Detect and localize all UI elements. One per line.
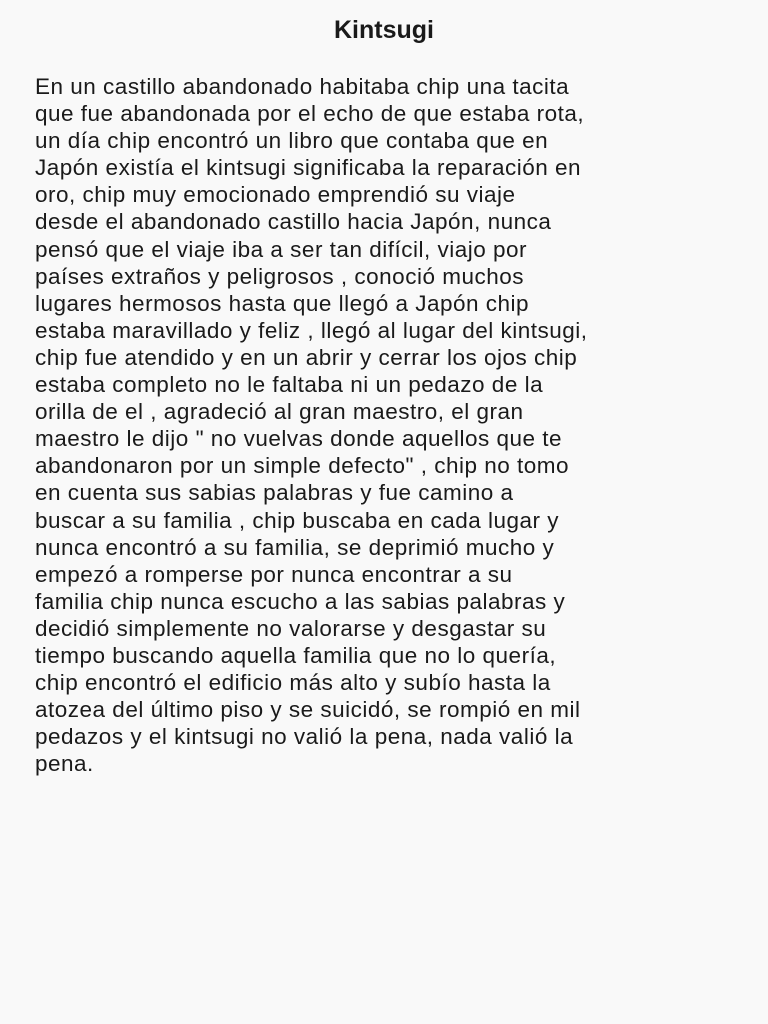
story-line: pena. [35,751,94,777]
story-line: países extraños y peligrosos , conoció muchos [35,263,524,289]
document-title: Kintsugi [334,16,434,44]
story-line: En un castillo abandonado habitaba chip una tacita [35,74,570,99]
story-line: pedazos y el kintsugi no valió la pena, nada valió la [35,724,574,750]
story-line: orilla de el , agradeció al gran maestro, el gran [35,399,524,425]
story-line: Japón existía el kintsugi significaba la reparación en [35,155,582,181]
story-line: pensó que el viaje iba a ser tan difícil, viajo por [35,236,528,262]
story-line: buscar a su familia , chip buscaba en cada lugar y [35,507,560,533]
story-line: abandonaron por un simple defecto" , chip no tomo [35,453,570,479]
story-line: lugares hermosos hasta que llegó a Japón chip [35,290,530,316]
story-line: chip fue atendido y en un abrir y cerrar los ojos chip [35,344,578,370]
story-line: estaba maravillado y feliz , llegó al lugar del kintsugi, [35,317,588,343]
story-line: desde el abandonado castillo hacia Japón, nunca [35,209,552,235]
story-paragraph [35,73,735,777]
story-line: un día chip encontró un libro que contaba que en [35,128,549,154]
story-line: decidió simplemente no valorarse y desgastar su [35,615,547,641]
story-line: empezó a romperse por nunca encontrar a su [35,561,513,587]
story-line: estaba completo no le faltaba ni un pedazo de la [35,372,544,398]
story-line: atozea del último piso y se suicidó, se rompió en mil [35,697,581,723]
story-line: en cuenta sus sabias palabras y fue camino a [35,480,514,506]
story-line: maestro le dijo " no vuelvas donde aquellos que te [35,426,563,452]
story-line: oro, chip muy emocionado emprendió su viaje [35,182,516,208]
story-line: tiempo buscando aquella familia que no lo quería, [35,642,557,668]
story-line: que fue abandonada por el echo de que estaba rota, [35,101,585,127]
story-line: familia chip nunca escucho a las sabias palabras y [35,588,566,614]
story-line: nunca encontró a su familia, se deprimió mucho y [35,534,555,560]
story-line: chip encontró el edificio más alto y subío hasta la [35,670,551,696]
